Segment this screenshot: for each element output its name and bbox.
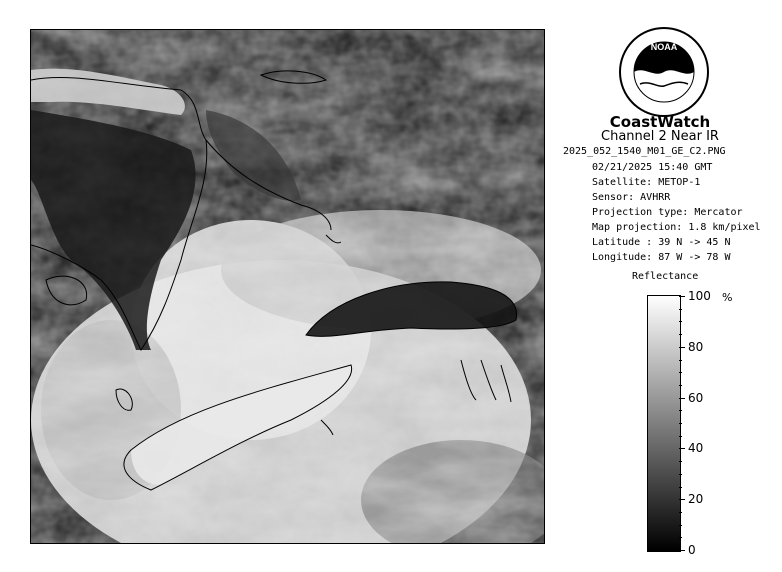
colorbar-unit: % bbox=[722, 291, 733, 304]
colorbar-minor-tick bbox=[679, 410, 682, 411]
sensor-line: Sensor: AVHRR bbox=[592, 192, 671, 203]
noaa-logo-graphic bbox=[618, 26, 710, 118]
map-projection-line: Map projection: 1.8 km/pixel bbox=[592, 222, 761, 233]
colorbar-minor-tick bbox=[679, 309, 682, 310]
colorbar-minor-tick bbox=[679, 360, 682, 361]
colorbar-minor-tick bbox=[679, 436, 682, 437]
colorbar-tick bbox=[679, 296, 685, 297]
longitude-line: Longitude: 87 W -> 78 W bbox=[592, 252, 731, 263]
latitude-line: Latitude : 39 N -> 45 N bbox=[592, 237, 731, 248]
colorbar-tick bbox=[679, 347, 685, 348]
colorbar-minor-tick bbox=[679, 423, 682, 424]
colorbar-tick-label: 0 bbox=[688, 543, 696, 557]
colorbar-tick-label: 80 bbox=[688, 339, 704, 354]
colorbar-tick bbox=[679, 550, 685, 551]
colorbar-tick bbox=[679, 499, 685, 500]
colorbar-minor-tick bbox=[679, 372, 682, 373]
colorbar-tick-label: 60 bbox=[688, 390, 704, 405]
product-subtitle: Channel 2 Near IR bbox=[601, 129, 719, 144]
colorbar-tick-label: 100 bbox=[688, 289, 711, 303]
product-title: CoastWatch bbox=[609, 113, 711, 131]
colorbar-minor-tick bbox=[679, 385, 682, 386]
colorbar-minor-tick bbox=[679, 321, 682, 322]
satellite-image-canvas bbox=[31, 30, 544, 543]
colorbar-tick bbox=[679, 448, 685, 449]
colorbar-tick bbox=[679, 398, 685, 399]
noaa-logo bbox=[618, 26, 710, 118]
colorbar-tick-label: 40 bbox=[688, 441, 704, 456]
colorbar-label: Reflectance bbox=[632, 271, 699, 282]
colorbar-tick-label: 20 bbox=[688, 492, 704, 507]
colorbar-minor-tick bbox=[679, 525, 682, 526]
date-line: 02/21/2025 15:40 GMT bbox=[592, 162, 713, 173]
colorbar bbox=[647, 295, 681, 552]
satellite-image bbox=[30, 29, 545, 544]
product-filename: 2025_052_1540_M01_GE_C2.PNG bbox=[563, 146, 726, 157]
projection-type-line: Projection type: Mercator bbox=[592, 207, 743, 218]
colorbar-minor-tick bbox=[679, 487, 682, 488]
logo-text: NOAA bbox=[650, 42, 678, 52]
colorbar-minor-tick bbox=[679, 512, 682, 513]
colorbar-minor-tick bbox=[679, 461, 682, 462]
colorbar-minor-tick bbox=[679, 537, 682, 538]
colorbar-minor-tick bbox=[679, 474, 682, 475]
satellite-line: Satellite: METOP-1 bbox=[592, 177, 701, 188]
colorbar-minor-tick bbox=[679, 334, 682, 335]
